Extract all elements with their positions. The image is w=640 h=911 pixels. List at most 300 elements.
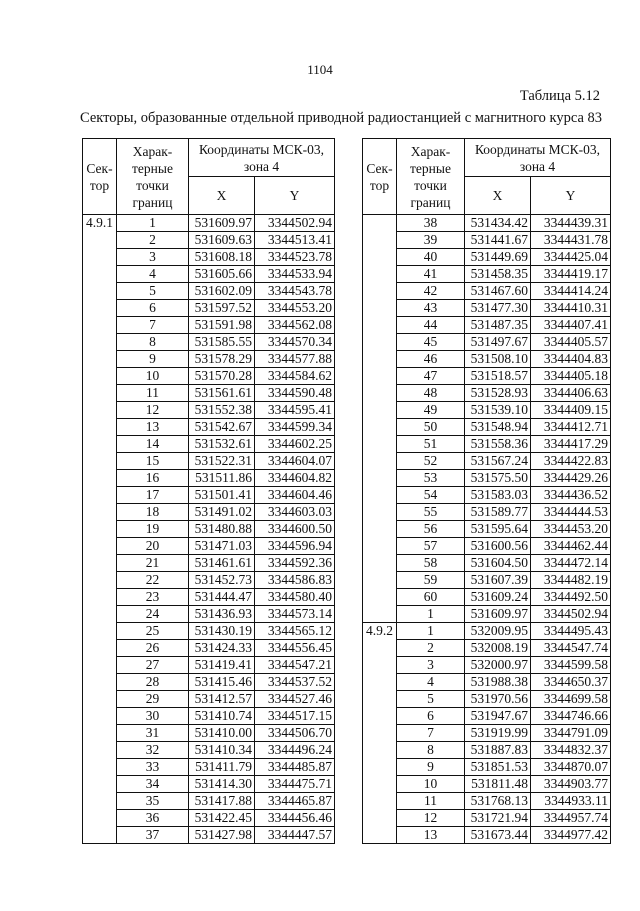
y-coordinate-cell: 3344903.77 <box>531 776 611 793</box>
y-coordinate-cell: 3344562.08 <box>255 317 335 334</box>
table-row <box>83 776 335 793</box>
point-cell: 56 <box>397 521 465 538</box>
x-coordinate-cell: 531518.57 <box>465 368 531 385</box>
point-cell: 6 <box>397 708 465 725</box>
y-coordinate-cell: 3344414.24 <box>531 283 611 300</box>
x-coordinate-cell: 531561.61 <box>189 385 255 402</box>
x-coordinate-cell: 531410.00 <box>189 725 255 742</box>
table-row <box>363 589 611 606</box>
point-cell: 5 <box>397 691 465 708</box>
y-coordinate-cell: 3344604.82 <box>255 470 335 487</box>
table-row <box>363 419 611 436</box>
y-coordinate-cell: 3344553.20 <box>255 300 335 317</box>
y-coordinate-cell: 3344436.52 <box>531 487 611 504</box>
header-y: Y <box>531 177 611 215</box>
point-cell: 60 <box>397 589 465 606</box>
point-cell: 37 <box>117 827 189 844</box>
y-coordinate-cell: 3344570.34 <box>255 334 335 351</box>
point-cell: 20 <box>117 538 189 555</box>
point-cell: 51 <box>397 436 465 453</box>
point-cell: 8 <box>117 334 189 351</box>
x-coordinate-cell: 531452.73 <box>189 572 255 589</box>
point-cell: 9 <box>397 759 465 776</box>
point-cell: 18 <box>117 504 189 521</box>
x-coordinate-cell: 531528.93 <box>465 385 531 402</box>
y-coordinate-cell: 3344596.94 <box>255 538 335 555</box>
point-cell: 33 <box>117 759 189 776</box>
x-coordinate-cell: 531434.42 <box>465 215 531 232</box>
y-coordinate-cell: 3344590.48 <box>255 385 335 402</box>
point-cell: 3 <box>397 657 465 674</box>
point-cell: 13 <box>397 827 465 844</box>
y-coordinate-cell: 3344547.74 <box>531 640 611 657</box>
y-coordinate-cell: 3344957.74 <box>531 810 611 827</box>
y-coordinate-cell: 3344595.41 <box>255 402 335 419</box>
y-coordinate-cell: 3344586.83 <box>255 572 335 589</box>
table-row <box>363 623 611 640</box>
table-row <box>363 810 611 827</box>
table-row <box>363 368 611 385</box>
x-coordinate-cell: 531480.88 <box>189 521 255 538</box>
x-coordinate-cell: 531947.67 <box>465 708 531 725</box>
x-coordinate-cell: 531458.35 <box>465 266 531 283</box>
header-sector <box>83 139 117 215</box>
x-coordinate-cell: 531558.36 <box>465 436 531 453</box>
sector-cell: 4.9.1 <box>83 215 117 844</box>
table-row <box>83 793 335 810</box>
table-row <box>83 640 335 657</box>
header-coordinates <box>465 139 611 177</box>
x-coordinate-cell: 531673.44 <box>465 827 531 844</box>
point-cell: 4 <box>397 674 465 691</box>
point-cell: 19 <box>117 521 189 538</box>
table-row <box>83 572 335 589</box>
y-coordinate-cell: 3344410.31 <box>531 300 611 317</box>
point-cell: 29 <box>117 691 189 708</box>
table-row <box>363 521 611 538</box>
point-cell: 15 <box>117 453 189 470</box>
point-cell: 43 <box>397 300 465 317</box>
point-cell: 2 <box>117 232 189 249</box>
y-coordinate-cell: 3344565.12 <box>255 623 335 640</box>
point-cell: 6 <box>117 300 189 317</box>
table-row <box>83 521 335 538</box>
x-coordinate-cell: 531591.98 <box>189 317 255 334</box>
point-cell: 28 <box>117 674 189 691</box>
point-cell: 1 <box>397 606 465 623</box>
y-coordinate-cell: 3344417.29 <box>531 436 611 453</box>
table-row <box>363 657 611 674</box>
y-coordinate-cell: 3344527.46 <box>255 691 335 708</box>
x-coordinate-cell: 531605.66 <box>189 266 255 283</box>
y-coordinate-cell: 3344977.42 <box>531 827 611 844</box>
point-cell: 46 <box>397 351 465 368</box>
point-cell: 1 <box>117 215 189 232</box>
table-row <box>363 351 611 368</box>
table-row <box>83 759 335 776</box>
table-row <box>83 555 335 572</box>
y-coordinate-cell: 3344746.66 <box>531 708 611 725</box>
table-row <box>83 504 335 521</box>
point-cell: 2 <box>397 640 465 657</box>
header-coordinates <box>189 139 335 177</box>
x-coordinate-cell: 531487.35 <box>465 317 531 334</box>
point-cell: 24 <box>117 606 189 623</box>
page-number: 1104 <box>307 62 333 77</box>
y-coordinate-cell: 3344485.87 <box>255 759 335 776</box>
y-coordinate-cell: 3344405.57 <box>531 334 611 351</box>
point-cell: 49 <box>397 402 465 419</box>
table-row <box>83 266 335 283</box>
point-cell: 26 <box>117 640 189 657</box>
table-row <box>363 742 611 759</box>
table-row <box>363 300 611 317</box>
x-coordinate-cell: 531444.47 <box>189 589 255 606</box>
y-coordinate-cell: 3344604.46 <box>255 487 335 504</box>
table-row <box>83 589 335 606</box>
y-coordinate-cell: 3344533.94 <box>255 266 335 283</box>
table-row <box>83 691 335 708</box>
table-row <box>363 402 611 419</box>
table-row <box>363 453 611 470</box>
x-coordinate-cell: 531449.69 <box>465 249 531 266</box>
x-coordinate-cell: 532000.97 <box>465 657 531 674</box>
table-row <box>83 470 335 487</box>
point-cell: 4 <box>117 266 189 283</box>
x-coordinate-cell: 531919.99 <box>465 725 531 742</box>
point-cell: 11 <box>397 793 465 810</box>
point-cell: 50 <box>397 419 465 436</box>
x-coordinate-cell: 531597.52 <box>189 300 255 317</box>
table-row <box>363 793 611 810</box>
header-sector <box>363 139 397 215</box>
y-coordinate-cell: 3344453.20 <box>531 521 611 538</box>
coordinates-table-left <box>82 138 335 844</box>
header-y: Y <box>255 177 335 215</box>
x-coordinate-cell: 531600.56 <box>465 538 531 555</box>
y-coordinate-cell: 3344475.71 <box>255 776 335 793</box>
header-points <box>397 139 465 215</box>
x-coordinate-cell: 531467.60 <box>465 283 531 300</box>
x-coordinate-cell: 531608.18 <box>189 249 255 266</box>
coordinates-table-right <box>362 138 611 844</box>
y-coordinate-cell: 3344495.43 <box>531 623 611 640</box>
point-cell: 10 <box>117 368 189 385</box>
y-coordinate-cell: 3344431.78 <box>531 232 611 249</box>
x-coordinate-cell: 531427.98 <box>189 827 255 844</box>
table-row <box>363 776 611 793</box>
x-coordinate-cell: 531589.77 <box>465 504 531 521</box>
y-coordinate-cell: 3344547.21 <box>255 657 335 674</box>
table-row <box>83 402 335 419</box>
x-coordinate-cell: 531430.19 <box>189 623 255 640</box>
point-cell: 47 <box>397 368 465 385</box>
x-coordinate-cell: 531575.50 <box>465 470 531 487</box>
point-cell: 59 <box>397 572 465 589</box>
point-cell: 54 <box>397 487 465 504</box>
x-coordinate-cell: 531477.30 <box>465 300 531 317</box>
x-coordinate-cell: 531609.24 <box>465 589 531 606</box>
y-coordinate-cell: 3344462.44 <box>531 538 611 555</box>
table-row <box>83 419 335 436</box>
header-x: X <box>189 177 255 215</box>
x-coordinate-cell: 531851.53 <box>465 759 531 776</box>
header-sector-text: Сек-тор <box>366 160 393 193</box>
table-row <box>83 283 335 300</box>
y-coordinate-cell: 3344422.83 <box>531 453 611 470</box>
x-coordinate-cell: 531417.88 <box>189 793 255 810</box>
x-coordinate-cell: 531552.38 <box>189 402 255 419</box>
y-coordinate-cell: 3344496.24 <box>255 742 335 759</box>
table-row <box>83 300 335 317</box>
point-cell: 1 <box>397 623 465 640</box>
point-cell: 57 <box>397 538 465 555</box>
table-row <box>83 827 335 844</box>
point-cell: 55 <box>397 504 465 521</box>
x-coordinate-cell: 531542.67 <box>189 419 255 436</box>
point-cell: 3 <box>117 249 189 266</box>
table-row <box>83 453 335 470</box>
y-coordinate-cell: 3344502.94 <box>255 215 335 232</box>
x-coordinate-cell: 532008.19 <box>465 640 531 657</box>
table-row <box>363 691 611 708</box>
point-cell: 38 <box>397 215 465 232</box>
x-coordinate-cell: 531422.45 <box>189 810 255 827</box>
point-cell: 7 <box>397 725 465 742</box>
table-row <box>363 708 611 725</box>
point-cell: 8 <box>397 742 465 759</box>
table-row <box>363 538 611 555</box>
table-row <box>83 351 335 368</box>
table-row <box>83 742 335 759</box>
y-coordinate-cell: 3344405.18 <box>531 368 611 385</box>
point-cell: 32 <box>117 742 189 759</box>
x-coordinate-cell: 531578.29 <box>189 351 255 368</box>
x-coordinate-cell: 531539.10 <box>465 402 531 419</box>
table-row <box>363 317 611 334</box>
table-label: Таблица 5.12 <box>519 88 600 104</box>
table-row <box>83 810 335 827</box>
x-coordinate-cell: 531412.57 <box>189 691 255 708</box>
y-coordinate-cell: 3344604.07 <box>255 453 335 470</box>
point-cell: 21 <box>117 555 189 572</box>
x-coordinate-cell: 531721.94 <box>465 810 531 827</box>
x-coordinate-cell: 531532.61 <box>189 436 255 453</box>
x-coordinate-cell: 531410.34 <box>189 742 255 759</box>
x-coordinate-cell: 531768.13 <box>465 793 531 810</box>
table-row <box>363 436 611 453</box>
y-coordinate-cell: 3344537.52 <box>255 674 335 691</box>
y-coordinate-cell: 3344447.57 <box>255 827 335 844</box>
table-row <box>363 504 611 521</box>
y-coordinate-cell: 3344603.03 <box>255 504 335 521</box>
y-coordinate-cell: 3344419.17 <box>531 266 611 283</box>
x-coordinate-cell: 531441.67 <box>465 232 531 249</box>
table-row <box>363 640 611 657</box>
point-cell: 39 <box>397 232 465 249</box>
table-row <box>363 572 611 589</box>
header-sector-text: Сек-тор <box>86 160 113 193</box>
table-row <box>363 555 611 572</box>
point-cell: 58 <box>397 555 465 572</box>
table-row <box>363 249 611 266</box>
y-coordinate-cell: 3344600.50 <box>255 521 335 538</box>
left-table-body <box>83 215 335 844</box>
x-coordinate-cell: 531548.94 <box>465 419 531 436</box>
right-table-body <box>363 215 611 844</box>
y-coordinate-cell: 3344456.46 <box>255 810 335 827</box>
x-coordinate-cell: 532009.95 <box>465 623 531 640</box>
y-coordinate-cell: 3344502.94 <box>531 606 611 623</box>
x-coordinate-cell: 531522.31 <box>189 453 255 470</box>
y-coordinate-cell: 3344699.58 <box>531 691 611 708</box>
point-cell: 48 <box>397 385 465 402</box>
y-coordinate-cell: 3344409.15 <box>531 402 611 419</box>
x-coordinate-cell: 531471.03 <box>189 538 255 555</box>
table-row <box>363 674 611 691</box>
table-row <box>83 487 335 504</box>
table-row <box>83 708 335 725</box>
point-cell: 42 <box>397 283 465 300</box>
point-cell: 40 <box>397 249 465 266</box>
point-cell: 25 <box>117 623 189 640</box>
y-coordinate-cell: 3344791.09 <box>531 725 611 742</box>
x-coordinate-cell: 531415.46 <box>189 674 255 691</box>
point-cell: 10 <box>397 776 465 793</box>
y-coordinate-cell: 3344517.15 <box>255 708 335 725</box>
y-coordinate-cell: 3344465.87 <box>255 793 335 810</box>
y-coordinate-cell: 3344444.53 <box>531 504 611 521</box>
point-cell: 23 <box>117 589 189 606</box>
sector-cell: 4.9.2 <box>363 623 397 844</box>
table-row <box>363 385 611 402</box>
table-row <box>83 623 335 640</box>
y-coordinate-cell: 3344407.41 <box>531 317 611 334</box>
y-coordinate-cell: 3344472.14 <box>531 555 611 572</box>
y-coordinate-cell: 3344406.63 <box>531 385 611 402</box>
x-coordinate-cell: 531508.10 <box>465 351 531 368</box>
table-row <box>83 385 335 402</box>
x-coordinate-cell: 531607.39 <box>465 572 531 589</box>
x-coordinate-cell: 531604.50 <box>465 555 531 572</box>
y-coordinate-cell: 3344439.31 <box>531 215 611 232</box>
table-caption: Секторы, образованные отдельной приводной радиостанцией с магнитного курса 83 <box>80 110 603 126</box>
point-cell: 52 <box>397 453 465 470</box>
y-coordinate-cell: 3344492.50 <box>531 589 611 606</box>
y-coordinate-cell: 3344832.37 <box>531 742 611 759</box>
table-row <box>83 436 335 453</box>
point-cell: 12 <box>117 402 189 419</box>
point-cell: 11 <box>117 385 189 402</box>
point-cell: 13 <box>117 419 189 436</box>
x-coordinate-cell: 531501.41 <box>189 487 255 504</box>
header-points-text: Харак-терные точки границ <box>132 143 173 210</box>
x-coordinate-cell: 531570.28 <box>189 368 255 385</box>
x-coordinate-cell: 531595.64 <box>465 521 531 538</box>
table-row <box>363 470 611 487</box>
point-cell: 5 <box>117 283 189 300</box>
x-coordinate-cell: 531511.86 <box>189 470 255 487</box>
table-row <box>83 674 335 691</box>
x-coordinate-cell: 531414.30 <box>189 776 255 793</box>
y-coordinate-cell: 3344580.40 <box>255 589 335 606</box>
table-row <box>83 538 335 555</box>
y-coordinate-cell: 3344429.26 <box>531 470 611 487</box>
table-row <box>83 232 335 249</box>
point-cell: 22 <box>117 572 189 589</box>
point-cell: 35 <box>117 793 189 810</box>
table-row <box>363 334 611 351</box>
x-coordinate-cell: 531609.63 <box>189 232 255 249</box>
y-coordinate-cell: 3344602.25 <box>255 436 335 453</box>
sector-cell <box>363 215 397 623</box>
table-row <box>363 266 611 283</box>
point-cell: 45 <box>397 334 465 351</box>
x-coordinate-cell: 531609.97 <box>189 215 255 232</box>
y-coordinate-cell: 3344523.78 <box>255 249 335 266</box>
y-coordinate-cell: 3344933.11 <box>531 793 611 810</box>
x-coordinate-cell: 531436.93 <box>189 606 255 623</box>
table-row <box>83 725 335 742</box>
point-cell: 14 <box>117 436 189 453</box>
x-coordinate-cell: 531988.38 <box>465 674 531 691</box>
y-coordinate-cell: 3344425.04 <box>531 249 611 266</box>
point-cell: 17 <box>117 487 189 504</box>
y-coordinate-cell: 3344482.19 <box>531 572 611 589</box>
y-coordinate-cell: 3344584.62 <box>255 368 335 385</box>
table-row <box>83 317 335 334</box>
x-coordinate-cell: 531970.56 <box>465 691 531 708</box>
x-coordinate-cell: 531583.03 <box>465 487 531 504</box>
y-coordinate-cell: 3344592.36 <box>255 555 335 572</box>
x-coordinate-cell: 531424.33 <box>189 640 255 657</box>
table-row <box>363 759 611 776</box>
y-coordinate-cell: 3344599.58 <box>531 657 611 674</box>
point-cell: 27 <box>117 657 189 674</box>
table-row <box>363 606 611 623</box>
table-row <box>363 283 611 300</box>
y-coordinate-cell: 3344870.07 <box>531 759 611 776</box>
table-row <box>363 827 611 844</box>
x-coordinate-cell: 531491.02 <box>189 504 255 521</box>
x-coordinate-cell: 531602.09 <box>189 283 255 300</box>
table-row <box>83 334 335 351</box>
x-coordinate-cell: 531887.83 <box>465 742 531 759</box>
x-coordinate-cell: 531585.55 <box>189 334 255 351</box>
point-cell: 41 <box>397 266 465 283</box>
header-points-text: Харак-терные точки границ <box>410 143 451 210</box>
y-coordinate-cell: 3344577.88 <box>255 351 335 368</box>
x-coordinate-cell: 531461.61 <box>189 555 255 572</box>
table-row <box>83 215 335 232</box>
x-coordinate-cell: 531411.79 <box>189 759 255 776</box>
point-cell: 34 <box>117 776 189 793</box>
x-coordinate-cell: 531567.24 <box>465 453 531 470</box>
y-coordinate-cell: 3344412.71 <box>531 419 611 436</box>
point-cell: 30 <box>117 708 189 725</box>
point-cell: 12 <box>397 810 465 827</box>
x-coordinate-cell: 531811.48 <box>465 776 531 793</box>
y-coordinate-cell: 3344506.70 <box>255 725 335 742</box>
y-coordinate-cell: 3344404.83 <box>531 351 611 368</box>
table-row <box>83 606 335 623</box>
point-cell: 44 <box>397 317 465 334</box>
x-coordinate-cell: 531497.67 <box>465 334 531 351</box>
y-coordinate-cell: 3344543.78 <box>255 283 335 300</box>
y-coordinate-cell: 3344650.37 <box>531 674 611 691</box>
table-row <box>363 487 611 504</box>
table-row <box>83 368 335 385</box>
